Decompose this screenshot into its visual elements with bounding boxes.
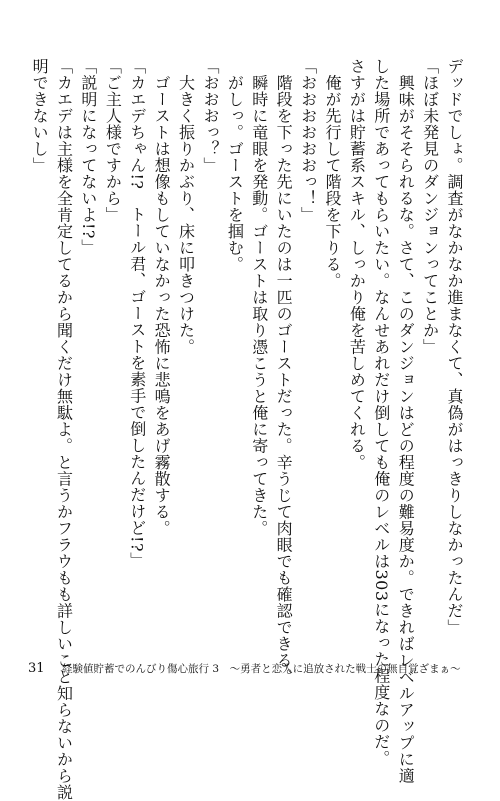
text-line: 瞬時に竜眼を発動。ゴーストは取り憑こうと俺に寄ってきた。 [249, 58, 269, 537]
text-line: 俺が先行して階段を下りる。 [322, 58, 342, 289]
text-line: 「カエデは主様を全肯定してるから聞くだけ無駄よ。と言うかフラウもも詳しいこと知らないから説 [54, 58, 74, 801]
text-line: デッドでしょ。調査がなかなか進まなくて、真偽がはっきりしなかったんだ」 [445, 58, 464, 636]
text-line: 「おおおおおおっ！」 [298, 58, 318, 223]
text-line: 大きく振りかぶり、床に叩きつけた。 [176, 58, 196, 355]
text-line: 興味がそそられるな。さて、このダンジョンはどの程度の難易度か。できればレベルアップに適 [396, 58, 416, 784]
text-line: 「説明になってないよ!?」 [78, 58, 98, 256]
text-line: がしっ。ゴーストを掴む。 [225, 58, 245, 273]
running-title: 経験値貯蓄でのんびり傷心旅行 3 〜勇者と恋人に追放された戦士の無自覚ざまぁ〜 [62, 663, 461, 675]
text-line: 「ほぼ未発見のダンジョンってことか」 [420, 58, 440, 355]
text-line: ゴーストは想像もしていなかった恐怖に悲鳴をあげ霧散する。 [152, 58, 172, 537]
text-line: 明できないし」 [30, 58, 50, 174]
text-line: さすがは貯蓄系スキル、しっかり俺を苦しめてくれる。 [347, 58, 367, 471]
text-line: 「おおおっ？」 [200, 58, 220, 174]
page-footer [28, 661, 473, 676]
page-number: 31 [28, 661, 45, 676]
text-line: 「カエデちゃん!? トール君、ゴーストを素手で倒したんだけど!?」 [127, 58, 147, 569]
text-line: した場所であってもらいたい。なんせあれだけ倒しても俺のレベルは303になった程度なのだ。 [371, 58, 391, 767]
text-line: 「ご主人様ですから」 [103, 58, 123, 223]
text-line: 階段を下った先にいたのは一匹のゴーストだった。辛うじて肉眼でも確認できる。 [274, 58, 294, 685]
